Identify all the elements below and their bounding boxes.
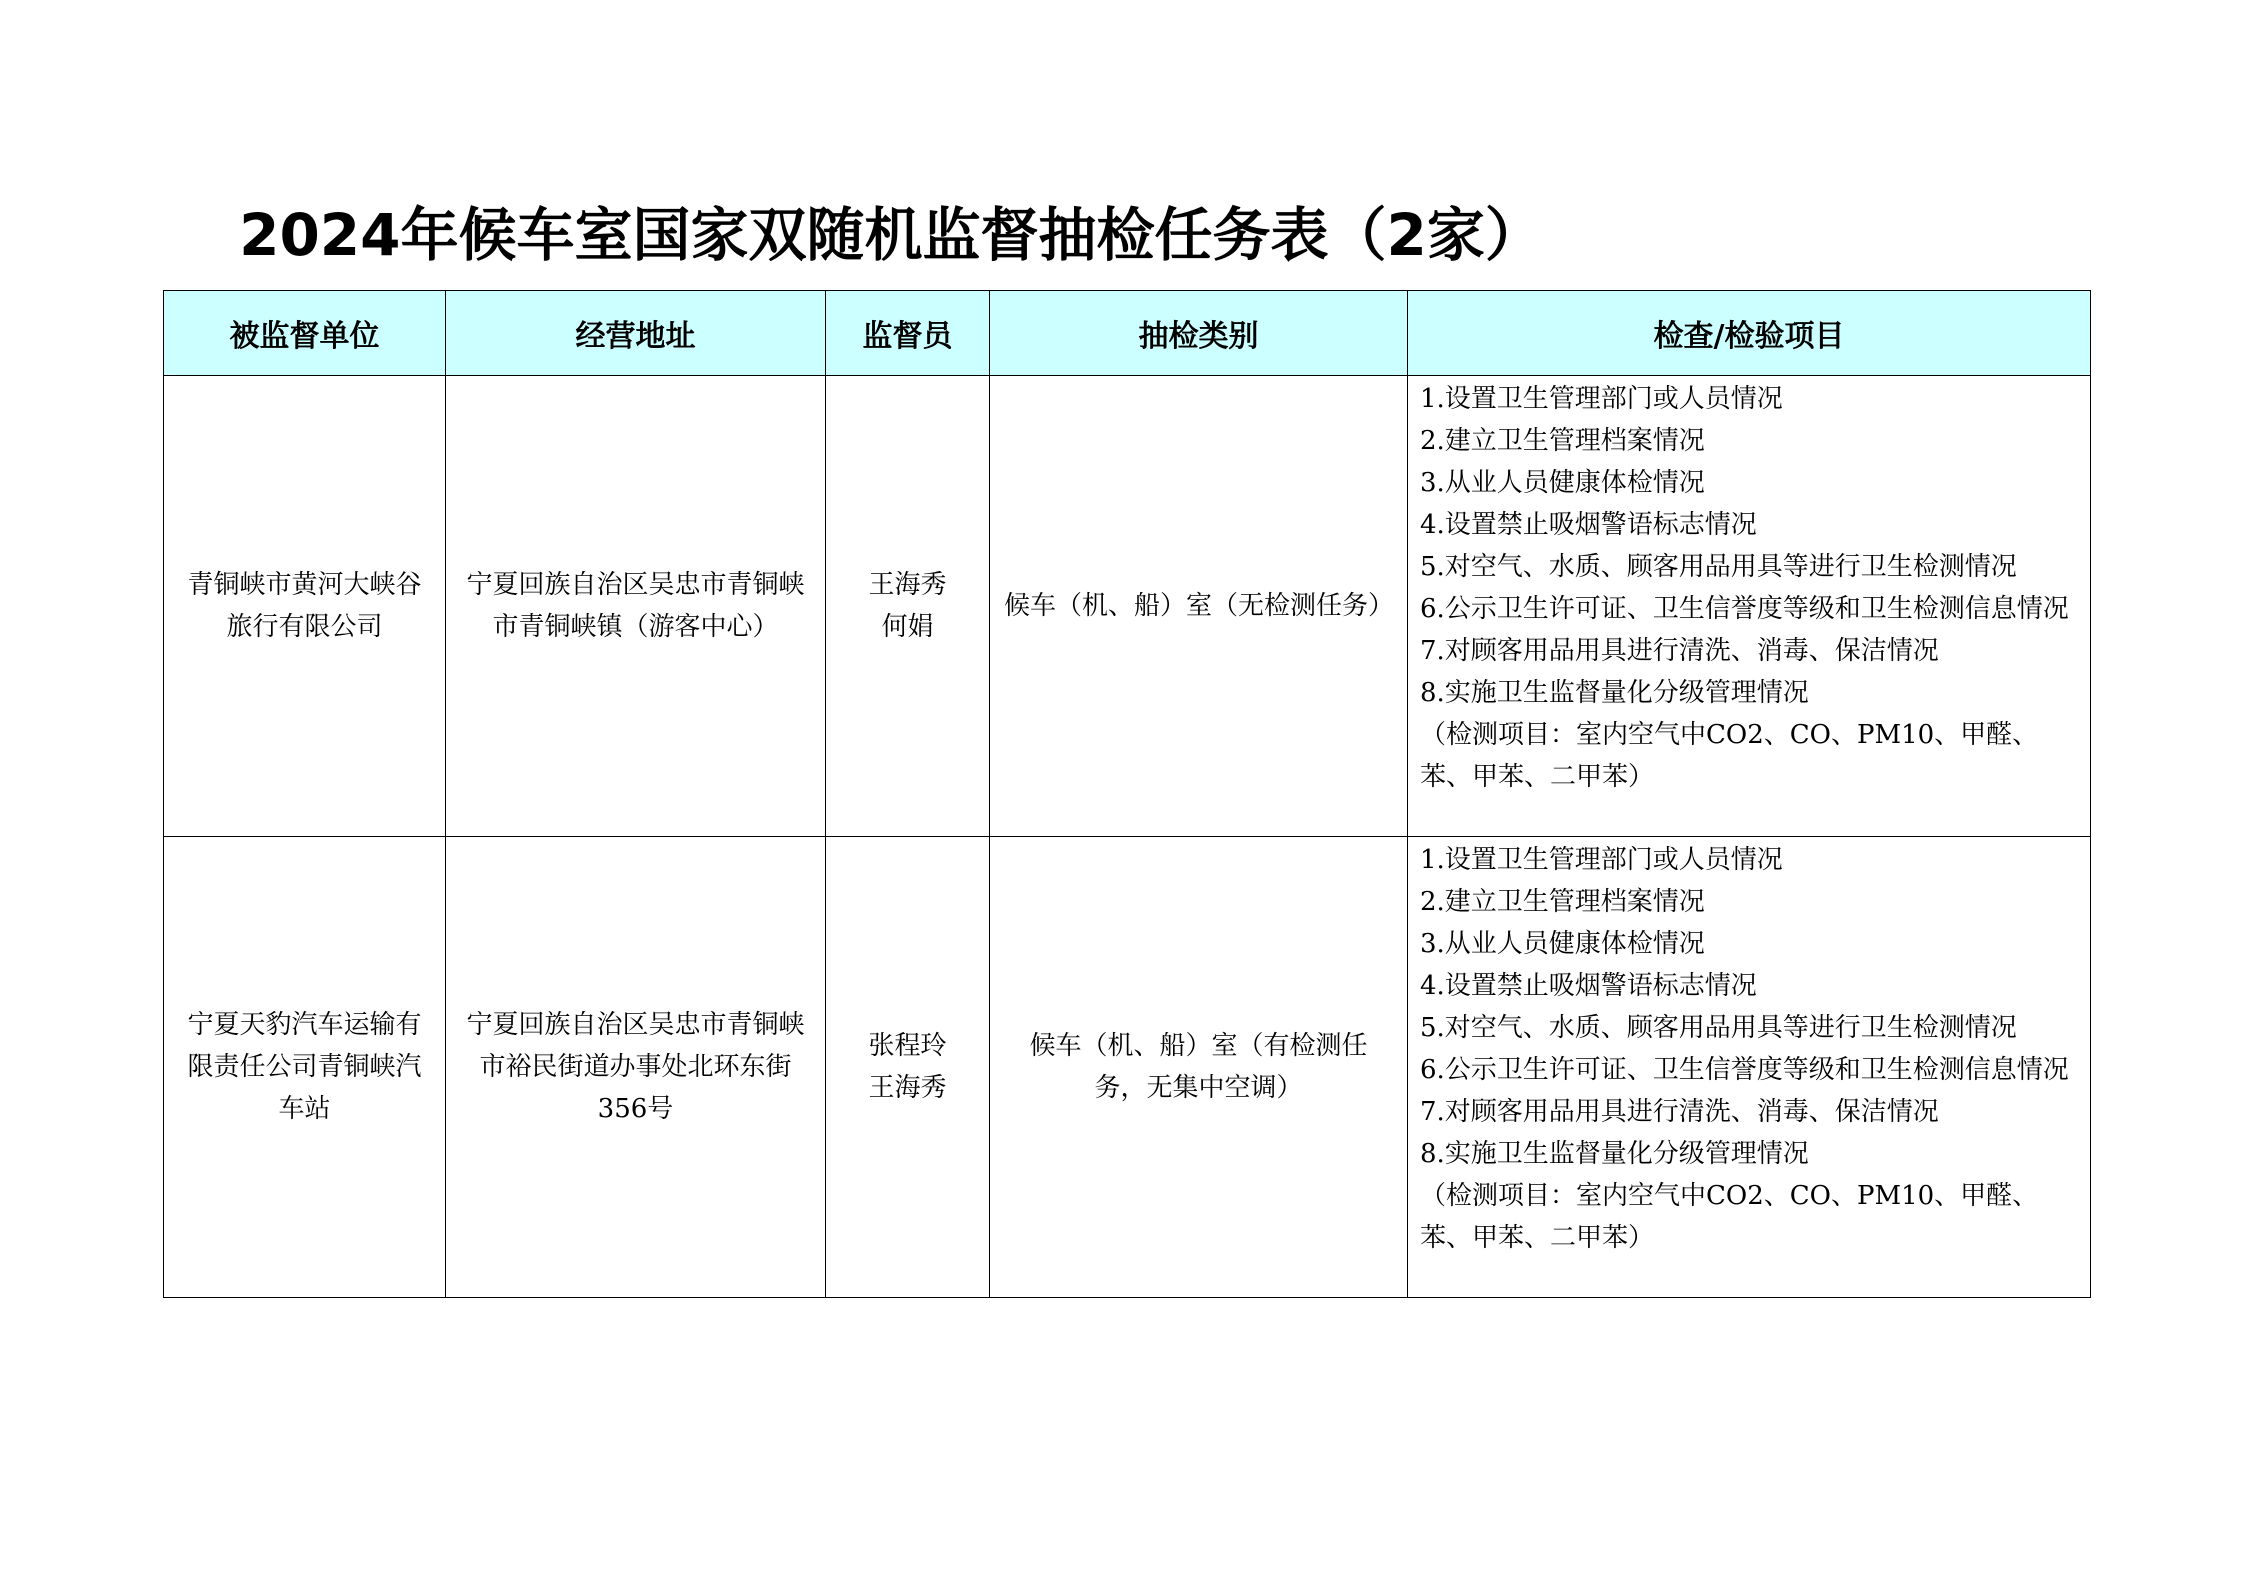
inspector-name: 王海秀: [868, 570, 947, 600]
item-line: （检测项目：室内空气中CO2、CO、PM10、甲醛、苯、甲苯、二甲苯）: [1420, 720, 2039, 792]
page-title: 2024年候车室国家双随机监督抽检任务表（2家）: [239, 201, 1543, 269]
inspector-name: 何娟: [881, 612, 934, 642]
inspectors-cell: [826, 376, 990, 837]
items-cell: [1408, 837, 2091, 1298]
address-cell: 宁夏回族自治区吴忠市青铜峡市裕民街道办事处北环东街356号: [446, 837, 826, 1298]
table-header-row: [164, 291, 2091, 376]
address-cell: 宁夏回族自治区吴忠市青铜峡市青铜峡镇（游客中心）: [446, 376, 826, 837]
item-line: 4.设置禁止吸烟警语标志情况: [1420, 510, 1757, 540]
inspector-name: 张程玲: [868, 1031, 947, 1061]
item-line: 6.公示卫生许可证、卫生信誉度等级和卫生检测信息情况: [1420, 1055, 2069, 1085]
unit-cell: 青铜峡市黄河大峡谷旅行有限公司: [164, 376, 446, 837]
item-line: 7.对顾客用品用具进行清洗、消毒、保洁情况: [1420, 636, 1939, 666]
header-category: 抽检类别: [990, 291, 1408, 376]
header-items: 检查/检验项目: [1408, 291, 2091, 376]
table-row: [164, 376, 2091, 837]
item-line: 2.建立卫生管理档案情况: [1420, 426, 1705, 456]
table-row: [164, 837, 2091, 1298]
item-line: 7.对顾客用品用具进行清洗、消毒、保洁情况: [1420, 1097, 1939, 1127]
inspectors-cell: [826, 837, 990, 1298]
item-line: 3.从业人员健康体检情况: [1420, 929, 1705, 959]
task-table: [163, 290, 2091, 1298]
header-address: 经营地址: [446, 291, 826, 376]
item-line: 1.设置卫生管理部门或人员情况: [1420, 384, 1783, 414]
header-unit: 被监督单位: [164, 291, 446, 376]
item-line: 6.公示卫生许可证、卫生信誉度等级和卫生检测信息情况: [1420, 594, 2069, 624]
header-inspectors: 监督员: [826, 291, 990, 376]
item-line: 8.实施卫生监督量化分级管理情况: [1420, 1139, 1809, 1169]
unit-cell: 宁夏天豹汽车运输有限责任公司青铜峡汽车站: [164, 837, 446, 1298]
item-line: 2.建立卫生管理档案情况: [1420, 887, 1705, 917]
item-line: 5.对空气、水质、顾客用品用具等进行卫生检测情况: [1420, 552, 2017, 582]
item-line: 4.设置禁止吸烟警语标志情况: [1420, 971, 1757, 1001]
item-line: 1.设置卫生管理部门或人员情况: [1420, 845, 1783, 875]
category-cell: 候车（机、船）室（无检测任务）: [990, 376, 1408, 837]
item-line: 8.实施卫生监督量化分级管理情况: [1420, 678, 1809, 708]
category-cell: 候车（机、船）室（有检测任务，无集中空调）: [990, 837, 1408, 1298]
item-line: （检测项目：室内空气中CO2、CO、PM10、甲醛、苯、甲苯、二甲苯）: [1420, 1181, 2039, 1253]
items-cell: [1408, 376, 2091, 837]
inspector-name: 王海秀: [868, 1073, 947, 1103]
item-line: 3.从业人员健康体检情况: [1420, 468, 1705, 498]
item-line: 5.对空气、水质、顾客用品用具等进行卫生检测情况: [1420, 1013, 2017, 1043]
